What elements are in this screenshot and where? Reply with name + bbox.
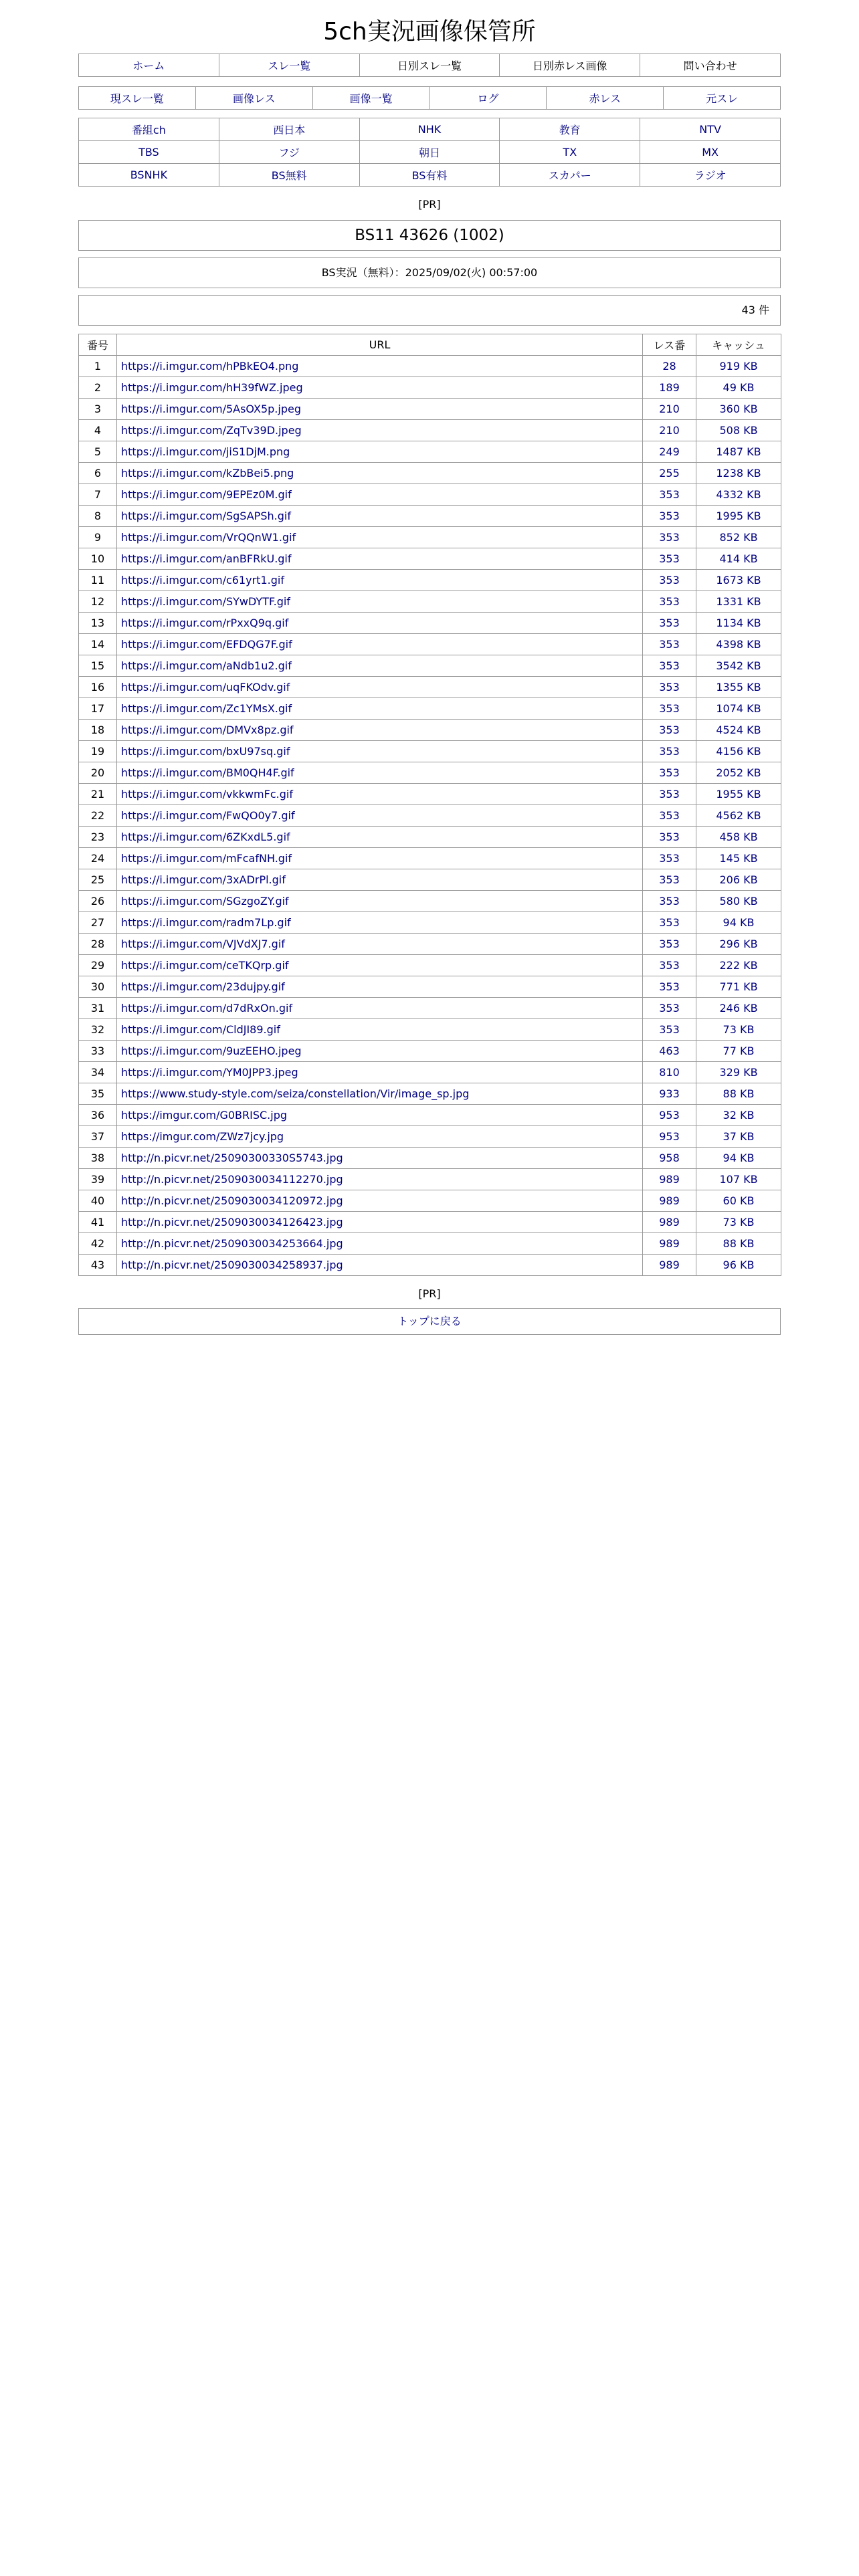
res-number-link[interactable]: 353: [643, 698, 696, 720]
table-row: [79, 720, 781, 741]
image-count: 43 件: [78, 295, 781, 326]
row-number: 39: [79, 1169, 117, 1190]
thread-nav-item-2[interactable]: 画像一覧: [312, 87, 430, 110]
table-row: [79, 869, 781, 891]
cache-size-link[interactable]: 88 KB: [696, 1083, 781, 1105]
res-number-link[interactable]: 810: [643, 1062, 696, 1083]
table-row: [79, 613, 781, 634]
pr-label-bottom: [PR]: [418, 1287, 441, 1300]
table-row: [79, 420, 781, 441]
row-number: 4: [79, 420, 117, 441]
res-number-link[interactable]: 353: [643, 762, 696, 784]
thread-nav-item-0[interactable]: 現スレ一覧: [79, 87, 196, 110]
row-number: 11: [79, 570, 117, 591]
image-url-link[interactable]: https://i.imgur.com/5AsOX5p.jpeg: [117, 399, 643, 420]
image-url-link[interactable]: https://imgur.com/G0BRISC.jpg: [117, 1105, 643, 1126]
res-number-link[interactable]: 353: [643, 891, 696, 912]
main-nav: [78, 53, 781, 77]
table-row: [79, 591, 781, 613]
res-number-link[interactable]: 989: [643, 1233, 696, 1255]
image-url-link[interactable]: https://i.imgur.com/VrQQnW1.gif: [117, 527, 643, 548]
res-number-link[interactable]: 210: [643, 399, 696, 420]
table-row: [79, 762, 781, 784]
table-row: [79, 655, 781, 677]
image-url-link[interactable]: https://i.imgur.com/SYwDYTF.gif: [117, 591, 643, 613]
back-to-top-link[interactable]: トップに戻る: [78, 1308, 781, 1335]
image-url-link[interactable]: https://i.imgur.com/kZbBei5.png: [117, 463, 643, 484]
row-number: 14: [79, 634, 117, 655]
res-number-link[interactable]: 353: [643, 827, 696, 848]
row-number: 7: [79, 484, 117, 506]
row-number: 20: [79, 762, 117, 784]
image-url-link[interactable]: https://www.study-style.com/seiza/constellation/Vir/image_sp.jpg: [117, 1083, 643, 1105]
res-number-link[interactable]: 353: [643, 591, 696, 613]
image-url-link[interactable]: https://i.imgur.com/aNdb1u2.gif: [117, 655, 643, 677]
image-url-link[interactable]: https://i.imgur.com/rPxxQ9q.gif: [117, 613, 643, 634]
table-row: [79, 548, 781, 570]
nav-item-0[interactable]: ホーム: [79, 54, 219, 77]
cache-size-link[interactable]: 77 KB: [696, 1041, 781, 1062]
channel-link[interactable]: TBS: [79, 141, 219, 164]
image-url-link[interactable]: https://i.imgur.com/9EPEz0M.gif: [117, 484, 643, 506]
pr-label-top: [PR]: [418, 198, 441, 211]
row-number: 18: [79, 720, 117, 741]
res-number-link[interactable]: 353: [643, 741, 696, 762]
image-url-link[interactable]: http://n.picvr.net/2509030034258937.jpg: [117, 1255, 643, 1276]
cache-size-link[interactable]: 222 KB: [696, 955, 781, 976]
nav-item-1[interactable]: スレ一覧: [219, 54, 359, 77]
table-row: [79, 1190, 781, 1212]
table-row: [79, 848, 781, 869]
res-number-link[interactable]: 353: [643, 1019, 696, 1041]
cache-size-link[interactable]: 145 KB: [696, 848, 781, 869]
row-number: 33: [79, 1041, 117, 1062]
table-row: [79, 741, 781, 762]
cache-size-link[interactable]: 1238 KB: [696, 463, 781, 484]
header-res-number: レス番: [643, 334, 696, 356]
cache-size-link[interactable]: 1487 KB: [696, 441, 781, 463]
header-url: URL: [117, 334, 643, 356]
cache-size-link[interactable]: 458 KB: [696, 827, 781, 848]
row-number: 19: [79, 741, 117, 762]
image-url-link[interactable]: https://i.imgur.com/DMVx8pz.gif: [117, 720, 643, 741]
channel-link[interactable]: TX: [500, 141, 640, 164]
row-number: 21: [79, 784, 117, 805]
channel-link[interactable]: NHK: [359, 118, 500, 141]
row-number: 31: [79, 998, 117, 1019]
table-row: [79, 1105, 781, 1126]
cache-size-link[interactable]: 32 KB: [696, 1105, 781, 1126]
image-url-link[interactable]: https://i.imgur.com/VJVdXJ7.gif: [117, 934, 643, 955]
row-number: 40: [79, 1190, 117, 1212]
row-number: 29: [79, 955, 117, 976]
site-title: 5ch実況画像保管所: [323, 18, 536, 45]
image-url-link[interactable]: https://i.imgur.com/23dujpy.gif: [117, 976, 643, 998]
image-url-link[interactable]: https://i.imgur.com/jiS1DjM.png: [117, 441, 643, 463]
row-number: 15: [79, 655, 117, 677]
table-row: [79, 677, 781, 698]
channel-link[interactable]: 番組ch: [79, 118, 219, 141]
res-number-link[interactable]: 249: [643, 441, 696, 463]
thread-nav-item-1[interactable]: 画像レス: [195, 87, 312, 110]
table-row: [79, 441, 781, 463]
cache-size-link[interactable]: 1331 KB: [696, 591, 781, 613]
res-number-link[interactable]: 933: [643, 1083, 696, 1105]
cache-size-link[interactable]: 1074 KB: [696, 698, 781, 720]
row-number: 23: [79, 827, 117, 848]
cache-size-link[interactable]: 580 KB: [696, 891, 781, 912]
table-row: [79, 527, 781, 548]
res-number-link[interactable]: 989: [643, 1255, 696, 1276]
image-url-link[interactable]: https://i.imgur.com/radm7Lp.gif: [117, 912, 643, 934]
res-number-link[interactable]: 353: [643, 912, 696, 934]
table-row: [79, 891, 781, 912]
res-number-link[interactable]: 210: [643, 420, 696, 441]
table-row: [79, 634, 781, 655]
cache-size-link[interactable]: 94 KB: [696, 912, 781, 934]
table-row: [79, 998, 781, 1019]
channel-link[interactable]: 教育: [500, 118, 640, 141]
image-url-link[interactable]: https://i.imgur.com/SgSAPSh.gif: [117, 506, 643, 527]
table-row: [79, 356, 781, 377]
row-number: 1: [79, 356, 117, 377]
image-url-link[interactable]: https://i.imgur.com/FwQO0y7.gif: [117, 805, 643, 827]
res-number-link[interactable]: 189: [643, 377, 696, 399]
res-number-link[interactable]: 989: [643, 1212, 696, 1233]
channel-row: [79, 141, 781, 164]
res-number-link[interactable]: 353: [643, 634, 696, 655]
res-number-link[interactable]: 353: [643, 570, 696, 591]
row-number: 32: [79, 1019, 117, 1041]
res-number-link[interactable]: 353: [643, 720, 696, 741]
res-number-link[interactable]: 463: [643, 1041, 696, 1062]
cache-size-link[interactable]: 37 KB: [696, 1126, 781, 1148]
thread-nav: [78, 86, 781, 110]
res-number-link[interactable]: 989: [643, 1190, 696, 1212]
image-url-link[interactable]: https://i.imgur.com/SGzgoZY.gif: [117, 891, 643, 912]
row-number: 37: [79, 1126, 117, 1148]
row-number: 5: [79, 441, 117, 463]
image-url-link[interactable]: https://i.imgur.com/6ZKxdL5.gif: [117, 827, 643, 848]
cache-size-link[interactable]: 88 KB: [696, 1233, 781, 1255]
channel-link[interactable]: 朝日: [359, 141, 500, 164]
cache-size-link[interactable]: 4562 KB: [696, 805, 781, 827]
channel-link[interactable]: MX: [640, 141, 781, 164]
res-number-link[interactable]: 353: [643, 934, 696, 955]
channel-link[interactable]: BS有料: [359, 164, 500, 187]
row-number: 16: [79, 677, 117, 698]
cache-size-link[interactable]: 206 KB: [696, 869, 781, 891]
row-number: 17: [79, 698, 117, 720]
res-number-link[interactable]: 353: [643, 869, 696, 891]
channel-link[interactable]: BS無料: [219, 164, 359, 187]
channel-nav: [78, 118, 781, 187]
table-row: [79, 463, 781, 484]
table-row: [79, 1041, 781, 1062]
image-url-link[interactable]: https://i.imgur.com/hH39fWZ.jpeg: [117, 377, 643, 399]
table-row: [79, 377, 781, 399]
header-cache: キャッシュ: [696, 334, 781, 356]
row-number: 6: [79, 463, 117, 484]
image-url-link[interactable]: https://imgur.com/ZWz7jcy.jpg: [117, 1126, 643, 1148]
cache-size-link[interactable]: 94 KB: [696, 1148, 781, 1169]
res-number-link[interactable]: 353: [643, 784, 696, 805]
image-url-link[interactable]: https://i.imgur.com/CldJI89.gif: [117, 1019, 643, 1041]
channel-link[interactable]: フジ: [219, 141, 359, 164]
res-number-link[interactable]: 255: [643, 463, 696, 484]
image-url-link[interactable]: https://i.imgur.com/vkkwmFc.gif: [117, 784, 643, 805]
image-url-link[interactable]: http://n.picvr.net/2509030034126423.jpg: [117, 1212, 643, 1233]
image-url-link[interactable]: https://i.imgur.com/3xADrPl.gif: [117, 869, 643, 891]
cache-size-link[interactable]: 296 KB: [696, 934, 781, 955]
cache-size-link[interactable]: 96 KB: [696, 1255, 781, 1276]
channel-link[interactable]: NTV: [640, 118, 781, 141]
image-url-link[interactable]: https://i.imgur.com/mFcafNH.gif: [117, 848, 643, 869]
table-row: [79, 912, 781, 934]
row-number: 9: [79, 527, 117, 548]
table-row: [79, 1255, 781, 1276]
cache-size-link[interactable]: 852 KB: [696, 527, 781, 548]
res-number-link[interactable]: 353: [643, 548, 696, 570]
cache-size-link[interactable]: 360 KB: [696, 399, 781, 420]
table-row: [79, 570, 781, 591]
image-url-link[interactable]: https://i.imgur.com/c61yrt1.gif: [117, 570, 643, 591]
table-row: [79, 1126, 781, 1148]
cache-size-link[interactable]: 1134 KB: [696, 613, 781, 634]
nav-item-3[interactable]: 日別赤レス画像: [500, 54, 640, 77]
row-number: 10: [79, 548, 117, 570]
cache-size-link[interactable]: 49 KB: [696, 377, 781, 399]
table-row: [79, 1062, 781, 1083]
row-number: 30: [79, 976, 117, 998]
table-row: [79, 955, 781, 976]
cache-size-link[interactable]: 73 KB: [696, 1212, 781, 1233]
row-number: 26: [79, 891, 117, 912]
cache-size-link[interactable]: 4332 KB: [696, 484, 781, 506]
thread-info: BS実況（無料）：2025/09/02(火) 00:57:00: [78, 257, 781, 288]
image-url-link[interactable]: https://i.imgur.com/EFDQG7F.gif: [117, 634, 643, 655]
image-url-link[interactable]: https://i.imgur.com/hPBkEO4.png: [117, 356, 643, 377]
table-row: [79, 399, 781, 420]
res-number-link[interactable]: 958: [643, 1148, 696, 1169]
cache-size-link[interactable]: 3542 KB: [696, 655, 781, 677]
res-number-link[interactable]: 353: [643, 655, 696, 677]
nav-item-4[interactable]: 問い合わせ: [640, 54, 781, 77]
cache-size-link[interactable]: 107 KB: [696, 1169, 781, 1190]
cache-size-link[interactable]: 4156 KB: [696, 741, 781, 762]
table-row: [79, 1083, 781, 1105]
channel-link[interactable]: BSNHK: [79, 164, 219, 187]
row-number: 36: [79, 1105, 117, 1126]
res-number-link[interactable]: 353: [643, 955, 696, 976]
cache-size-link[interactable]: 414 KB: [696, 548, 781, 570]
cache-size-link[interactable]: 1673 KB: [696, 570, 781, 591]
table-row: [79, 784, 781, 805]
thread-title: BS11 43626 (1002): [78, 220, 781, 251]
res-number-link[interactable]: 28: [643, 356, 696, 377]
row-number: 3: [79, 399, 117, 420]
image-url-link[interactable]: https://i.imgur.com/bxU97sq.gif: [117, 741, 643, 762]
cache-size-link[interactable]: 919 KB: [696, 356, 781, 377]
res-number-link[interactable]: 989: [643, 1169, 696, 1190]
row-number: 35: [79, 1083, 117, 1105]
row-number: 34: [79, 1062, 117, 1083]
image-url-link[interactable]: https://i.imgur.com/d7dRxOn.gif: [117, 998, 643, 1019]
res-number-link[interactable]: 953: [643, 1105, 696, 1126]
row-number: 8: [79, 506, 117, 527]
cache-size-link[interactable]: 1995 KB: [696, 506, 781, 527]
cache-size-link[interactable]: 246 KB: [696, 998, 781, 1019]
image-url-link[interactable]: http://n.picvr.net/2509030034112270.jpg: [117, 1169, 643, 1190]
row-number: 2: [79, 377, 117, 399]
cache-size-link[interactable]: 4524 KB: [696, 720, 781, 741]
table-row: [79, 1148, 781, 1169]
table-row: [79, 1169, 781, 1190]
image-url-link[interactable]: https://i.imgur.com/9uzEEHO.jpeg: [117, 1041, 643, 1062]
thread-nav-item-4[interactable]: 赤レス: [547, 87, 664, 110]
thread-nav-item-5[interactable]: 元スレ: [664, 87, 781, 110]
row-number: 41: [79, 1212, 117, 1233]
res-number-link[interactable]: 353: [643, 805, 696, 827]
cache-size-link[interactable]: 329 KB: [696, 1062, 781, 1083]
image-url-link[interactable]: https://i.imgur.com/Zc1YMsX.gif: [117, 698, 643, 720]
channel-row: [79, 118, 781, 141]
row-number: 13: [79, 613, 117, 634]
row-number: 43: [79, 1255, 117, 1276]
table-row: [79, 698, 781, 720]
channel-link[interactable]: 西日本: [219, 118, 359, 141]
table-row: [79, 827, 781, 848]
cache-size-link[interactable]: 508 KB: [696, 420, 781, 441]
row-number: 24: [79, 848, 117, 869]
cache-size-link[interactable]: 73 KB: [696, 1019, 781, 1041]
page-container: [78, 0, 781, 1335]
cache-size-link[interactable]: 771 KB: [696, 976, 781, 998]
row-number: 12: [79, 591, 117, 613]
row-number: 22: [79, 805, 117, 827]
cache-size-link[interactable]: 1355 KB: [696, 677, 781, 698]
table-row: [79, 976, 781, 998]
cache-size-link[interactable]: 4398 KB: [696, 634, 781, 655]
table-row: [79, 1212, 781, 1233]
image-url-link[interactable]: https://i.imgur.com/YM0JPP3.jpeg: [117, 1062, 643, 1083]
res-number-link[interactable]: 353: [643, 677, 696, 698]
image-url-link[interactable]: https://i.imgur.com/BM0QH4F.gif: [117, 762, 643, 784]
header-number: 番号: [79, 334, 117, 356]
cache-size-link[interactable]: 60 KB: [696, 1190, 781, 1212]
image-url-link[interactable]: http://n.picvr.net/2509030034120972.jpg: [117, 1190, 643, 1212]
channel-row: [79, 164, 781, 187]
image-url-link[interactable]: http://n.picvr.net/25090300330S5743.jpg: [117, 1148, 643, 1169]
res-number-link[interactable]: 353: [643, 484, 696, 506]
res-number-link[interactable]: 353: [643, 848, 696, 869]
cache-size-link[interactable]: 2052 KB: [696, 762, 781, 784]
res-number-link[interactable]: 353: [643, 976, 696, 998]
table-row: [79, 805, 781, 827]
res-number-link[interactable]: 353: [643, 527, 696, 548]
table-row: [79, 1233, 781, 1255]
channel-link[interactable]: ラジオ: [640, 164, 781, 187]
row-number: 27: [79, 912, 117, 934]
table-row: [79, 934, 781, 955]
table-header-row: [79, 334, 781, 356]
image-url-link[interactable]: https://i.imgur.com/anBFRkU.gif: [117, 548, 643, 570]
res-number-link[interactable]: 353: [643, 613, 696, 634]
row-number: 25: [79, 869, 117, 891]
cache-size-link[interactable]: 1955 KB: [696, 784, 781, 805]
image-table: [78, 334, 781, 1276]
image-url-link[interactable]: https://i.imgur.com/ceTKQrp.gif: [117, 955, 643, 976]
thread-nav-item-3[interactable]: ログ: [430, 87, 547, 110]
res-number-link[interactable]: 353: [643, 998, 696, 1019]
table-row: [79, 1019, 781, 1041]
image-url-link[interactable]: http://n.picvr.net/2509030034253664.jpg: [117, 1233, 643, 1255]
row-number: 28: [79, 934, 117, 955]
nav-item-2[interactable]: 日別スレ一覧: [359, 54, 500, 77]
row-number: 38: [79, 1148, 117, 1169]
res-number-link[interactable]: 353: [643, 506, 696, 527]
channel-link[interactable]: スカパー: [500, 164, 640, 187]
table-row: [79, 506, 781, 527]
image-url-link[interactable]: https://i.imgur.com/ZqTv39D.jpeg: [117, 420, 643, 441]
row-number: 42: [79, 1233, 117, 1255]
res-number-link[interactable]: 953: [643, 1126, 696, 1148]
image-url-link[interactable]: https://i.imgur.com/uqFKOdv.gif: [117, 677, 643, 698]
table-row: [79, 484, 781, 506]
